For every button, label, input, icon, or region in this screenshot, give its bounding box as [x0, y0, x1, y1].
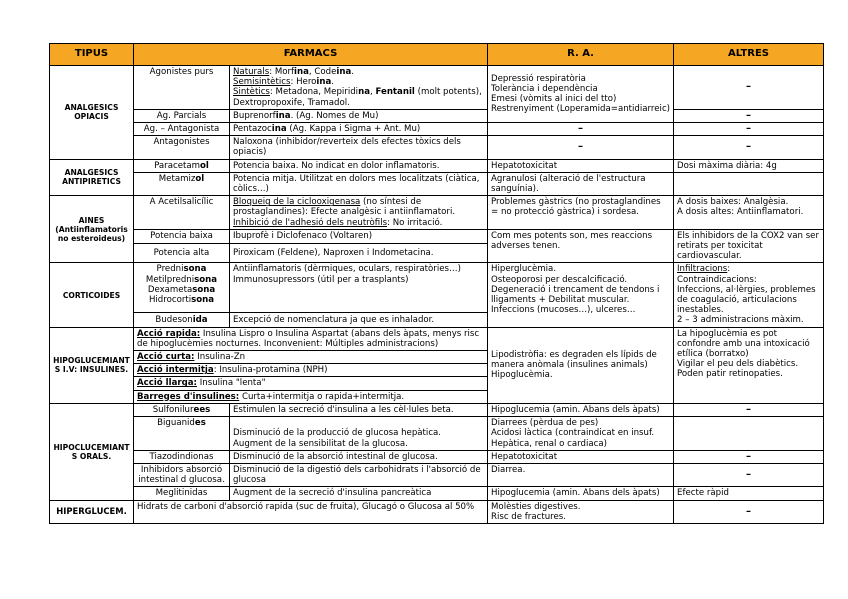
table-row: [50, 196, 824, 230]
table-row: [50, 327, 824, 350]
ra-ag-antagonista: –: [488, 123, 674, 136]
ra-opiacis: Depressió respiratòria Tolerància i dependència Emesi (vòmits al inici del tto) Restrenyiment (Loperamida=antidiarreic): [488, 66, 674, 123]
sub-metamizol: Metamizol: [134, 172, 230, 195]
altres-agonistes: –: [674, 66, 824, 110]
sub-tiazodindionas: Tiazodindionas: [134, 450, 230, 463]
sub-sulfonilurees: Sulfonilurees: [134, 403, 230, 416]
ra-tiazodindionas: Hepatotoxicitat: [488, 450, 674, 463]
altres-inhibidors-absorcio: –: [674, 463, 824, 486]
ra-acetilsalicilic: Problemes gàstrics (no prostaglandines = no protecció gàstrica) i sordesa.: [488, 196, 674, 230]
table-row: [50, 263, 824, 312]
table-row: [50, 123, 824, 136]
table-row: [50, 487, 824, 500]
table-row: [50, 172, 824, 195]
farmac-accio-rapida: Acció rapida: Insulina Lispro o Insulina Aspartat (abans dels àpats, menys risc de hipoglucèmies nocturnes. Inconvenient: Múltiples administracions): [134, 327, 488, 350]
ra-sulfonilurees: Hipoglucemia (amin. Abans dels àpats): [488, 403, 674, 416]
ra-antagonistes: –: [488, 136, 674, 159]
farmac-inhibidors-absorcio: Disminució de la digestió dels carbohidrats i l'absorció de glucosa: [230, 463, 488, 486]
table-row: [50, 403, 824, 416]
farmac-paracetamol: Potencia baixa. No indicat en dolor inflamatoris.: [230, 159, 488, 172]
ra-corticoides: Hiperglucèmia. Osteoporosi per descalcificació. Degeneració i trencament de tendons i lligaments + Debilitat muscular. Infeccions (mucoses…), ulceres…: [488, 263, 674, 327]
farmac-hiperglucem: Hidrats de carboni d'absorció rapida (suc de fruita), Glucagó o Glucosa al 50%: [134, 500, 488, 523]
sub-acetilsalicilic: A Acetilsalicílic: [134, 196, 230, 230]
farmac-accio-intermitja: Acció intermitja: Insulina-protamina (NPH): [134, 364, 488, 377]
farmac-potencia-alta: Piroxicam (Feldene), Naproxen i Indometacina.: [230, 244, 488, 263]
altres-paracetamol: Dosi màxima diària: 4g: [674, 159, 824, 172]
table-row: [50, 159, 824, 172]
header-row: [50, 44, 824, 66]
sub-agonistes-purs: Agonistes purs: [134, 66, 230, 110]
altres-biguanides: [674, 417, 824, 451]
sub-budesonida: Budesonida: [134, 312, 230, 327]
farmac-potencia-baixa: Ibuprofè i Diclofenaco (Voltaren): [230, 229, 488, 244]
altres-acetilsalicilic: A dosis baixes: Analgèsia. A dosis altes: Antiinflamatori.: [674, 196, 824, 230]
farmac-parcials: Buprenorfina. (Ag. Nomes de Mu): [230, 109, 488, 122]
farmac-sulfonilurees: Estimulen la secreció d'insulina a les cèl·lules beta.: [230, 403, 488, 416]
tipus-antipiretics: ANALGESICS ANTIPIRETICS: [50, 159, 134, 196]
sub-biguanides: Biguanides: [134, 417, 230, 451]
ra-paracetamol: Hepatotoxicitat: [488, 159, 674, 172]
ra-aines: Com mes potents son, mes reaccions adverses tenen.: [488, 229, 674, 263]
farmac-accio-curta: Acció curta: Insulina-Zn: [134, 351, 488, 364]
farmac-barreges: Barreges d'insulines: Curta+intermitja o rapida+intermitja.: [134, 390, 488, 403]
ra-insulines: Lipodistròfia: es degraden els lípids de manera anòmala (insulines animals) Hipoglucèmia.: [488, 327, 674, 403]
sub-paracetamol: Paracetamol: [134, 159, 230, 172]
farmac-biguanides: Disminució de la producció de glucosa hepàtica. Augment de la sensibilitat de la glucosa.: [230, 417, 488, 451]
farmac-metamizol: Potencia mitja. Utilitzat en dolors mes localitzats (ciàtica, còlics…): [230, 172, 488, 195]
altres-metamizol: [674, 172, 824, 195]
ra-metamizol: Agranulosi (alteració de l'estructura sanguínia).: [488, 172, 674, 195]
tipus-corticoides: CORTICOIDES: [50, 263, 134, 327]
tipus-hiperglucem: HIPERGLUCEM.: [50, 500, 134, 523]
ra-hiperglucem: Molèsties digestives. Risc de fractures.: [488, 500, 674, 523]
pharmacology-table: [49, 43, 824, 524]
farmac-agonistes: Naturals: Morfina, Codeina. Semisintètics: Heroina. Sintètics: Metadona, Mepiridina, Fentanil (molt potents), Dextropropoxife, Tramadol.: [230, 66, 488, 110]
altres-hiperglucem: –: [674, 500, 824, 523]
ra-inhibidors-absorcio: Diarrea.: [488, 463, 674, 486]
tipus-insulines: HIPOGLUCEMIANTS I.V: INSULINES.: [50, 327, 134, 403]
sub-potencia-alta: Potencia alta: [134, 244, 230, 263]
sub-inhibidors-absorcio: Inhibidors absorció intestinal d glucosa.: [134, 463, 230, 486]
table-row: [50, 109, 824, 122]
sub-antagonistes: Antagonistes: [134, 136, 230, 159]
farmac-ag-antagonista: Pentazocina (Ag. Kappa i Sigma + Ant. Mu): [230, 123, 488, 136]
header-altres: ALTRES: [674, 44, 824, 66]
farmac-antagonistes: Naloxona (inhibidor/reverteix dels efectes tòxics dels opiacis): [230, 136, 488, 159]
sub-meglitinidas: Meglitinidas: [134, 487, 230, 500]
ra-biguanides: Diarrees (pèrdua de pes) Acidosi làctica (contraindicat en insuf. Hepàtica, renal o cardiaca): [488, 417, 674, 451]
farmac-corticoides: Antiinflamatoris (dèrmiques, oculars, respiratòries…) Immunosupressors (útil per a trasplants): [230, 263, 488, 312]
table-row: [50, 463, 824, 486]
altres-antagonistes: –: [674, 136, 824, 159]
table-row: [50, 66, 824, 110]
table-row: [50, 417, 824, 451]
altres-parcials: –: [674, 109, 824, 122]
table-row: [50, 229, 824, 244]
altres-insulines: La hipoglucèmia es pot confondre amb una intoxicació etílica (borratxo) Vigilar el peu dels diabètics. Poden patir retinopaties.: [674, 327, 824, 403]
altres-ag-antagonista: –: [674, 123, 824, 136]
header-ra: R. A.: [488, 44, 674, 66]
farmac-meglitinidas: Augment de la secreció d'insulina pancreàtica: [230, 487, 488, 500]
sub-ag-parcials: Ag. Parcials: [134, 109, 230, 122]
sub-ag-antagonista: Ag. – Antagonista: [134, 123, 230, 136]
altres-sulfonilurees: –: [674, 403, 824, 416]
tipus-orals: HIPOCLUCEMIANTS ORALS.: [50, 403, 134, 500]
header-tipus: TIPUS: [50, 44, 134, 66]
farmac-accio-llarga: Acció llarga: Insulina "lenta": [134, 377, 488, 390]
sub-corticoides-list: Prednisona Metilprednisona Dexametasona Hidrocortisona: [134, 263, 230, 312]
altres-tiazodindionas: –: [674, 450, 824, 463]
tipus-opiacis: ANALGESICS OPIACIS: [50, 66, 134, 160]
tipus-aines: AINES (Antiinflamatoris no esteroideus): [50, 196, 134, 263]
header-farmacs: FARMACS: [134, 44, 488, 66]
farmac-tiazodindionas: Disminució de la absorció intestinal de glucosa.: [230, 450, 488, 463]
ra-meglitinidas: Hipoglucemia (amin. Abans dels àpats): [488, 487, 674, 500]
farmac-budesonida: Excepció de nomenclatura ja que es inhalador.: [230, 312, 488, 327]
altres-aines: Els inhibidors de la COX2 van ser retirats per toxicitat cardiovascular.: [674, 229, 824, 263]
altres-corticoides: Infiltracions: Contraindicacions: Infeccions, al·lèrgies, problemes de coagulació, articulacions inestables. 2 – 3 administracions màxim.: [674, 263, 824, 327]
table-row: [50, 500, 824, 523]
farmac-acetilsalicilic: Bloqueig de la ciclooxigenasa (no síntesi de prostaglandines): Efecte analgèsic i antiinflamatori. Inhibició de l'adhesió dels neutròfils: No irritació.: [230, 196, 488, 230]
drug-table-sheet: [49, 43, 823, 524]
table-row: [50, 450, 824, 463]
sub-potencia-baixa: Potencia baixa: [134, 229, 230, 244]
table-row: [50, 136, 824, 159]
altres-meglitinidas: Efecte ràpid: [674, 487, 824, 500]
